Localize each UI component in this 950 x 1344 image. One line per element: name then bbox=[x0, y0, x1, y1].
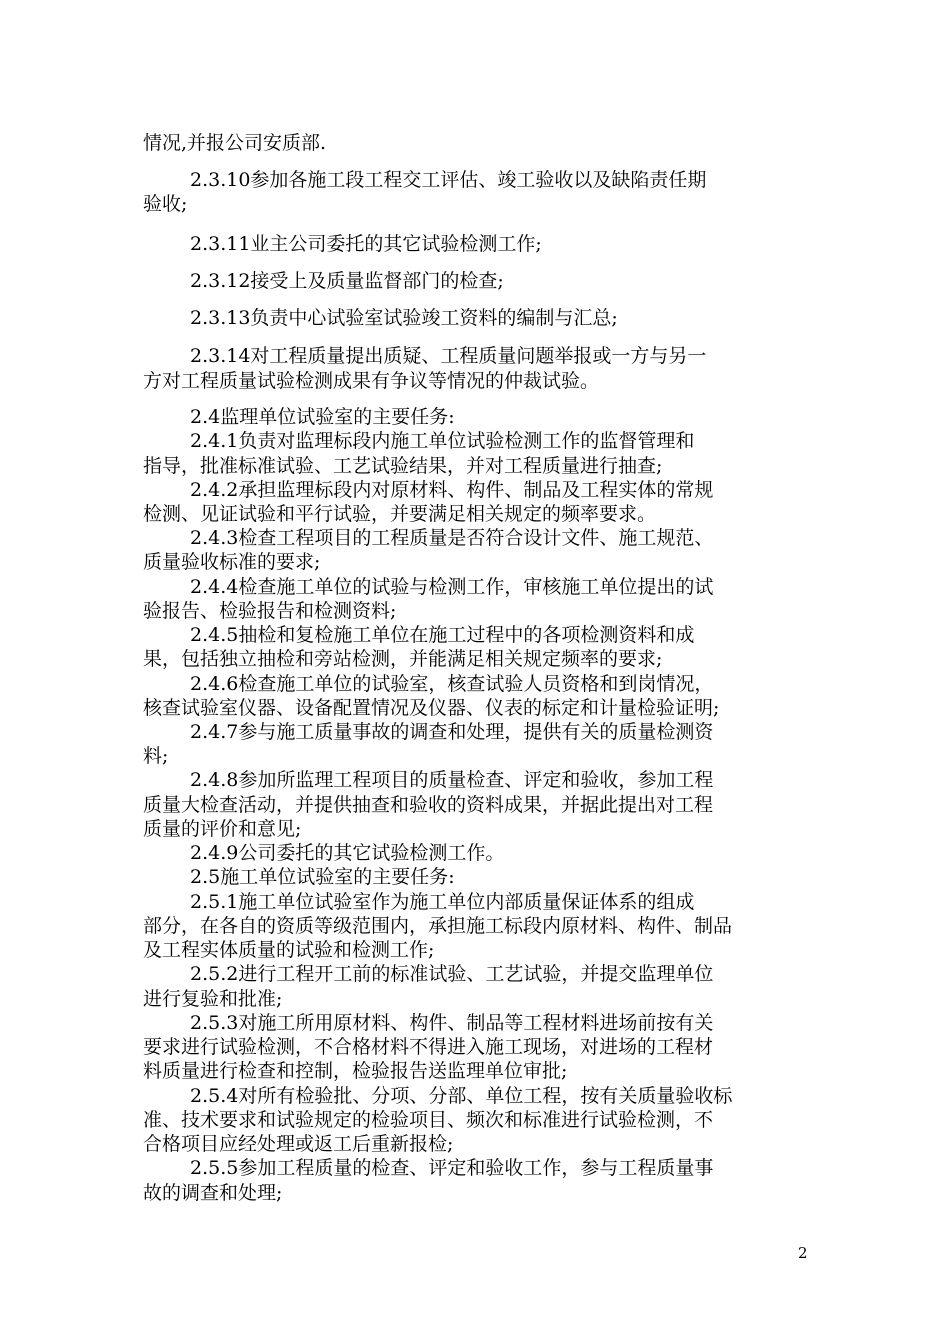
text-line: 2.5.1施工单位试验室作为施工单位内部质量保证体系的组成 bbox=[190, 891, 695, 913]
text-line: 质量的评价和意见; bbox=[143, 818, 302, 840]
text-line: 2.3.11业主公司委托的其它试验检测工作; bbox=[190, 233, 542, 255]
text-line: 2.4.5抽检和复检施工单位在施工过程中的各项检测资料和成 bbox=[190, 624, 695, 646]
text-line: 进行复验和批准; bbox=[143, 988, 283, 1010]
text-line: 2.4.3检查工程项目的工程质量是否符合设计文件、施工规范、 bbox=[190, 527, 714, 549]
text-line: 2.5.3对施工所用原材料、构件、制品等工程材料进场前按有关 bbox=[190, 1012, 714, 1034]
text-line: 2.4.1负责对监理标段内施工单位试验检测工作的监督管理和 bbox=[190, 430, 695, 452]
text-line: 质量大检查活动，并提供抽查和验收的资料成果，并据此提出对工程 bbox=[143, 794, 714, 816]
text-line: 2.4.2承担监理标段内对原材料、构件、制品及工程实体的常规 bbox=[190, 479, 714, 501]
text-line: 2.4.9公司委托的其它试验检测工作。 bbox=[190, 842, 505, 864]
text-line: 2.4.8参加所监理工程项目的质量检查、评定和验收，参加工程 bbox=[190, 769, 714, 791]
text-line: 部分，在各自的资质等级范围内，承担施工标段内原材料、构件、制品 bbox=[143, 915, 733, 937]
text-line: 指导，批准标准试验、工艺试验结果，并对工程质量进行抽查; bbox=[143, 455, 663, 477]
text-line: 2.3.13负责中心试验室试验竣工资料的编制与汇总; bbox=[190, 307, 618, 329]
text-line: 2.3.14对工程质量提出质疑、工程质量问题举报或一方与另一 bbox=[190, 345, 707, 367]
text-line: 故的调查和处理; bbox=[143, 1182, 283, 1204]
text-line: 及工程实体质量的试验和检测工作; bbox=[143, 939, 435, 961]
text-line: 准、技术要求和试验规定的检验项目、频次和标准进行试验检测，不 bbox=[143, 1109, 714, 1131]
text-line: 要求进行试验检测，不合格材料不得进入施工现场，对进场的工程材 bbox=[143, 1036, 714, 1058]
section-heading: 2.4监理单位试验室的主要任务: bbox=[190, 406, 455, 428]
text-line: 方对工程质量试验检测成果有争议等情况的仲裁试验。 bbox=[143, 370, 600, 392]
text-line: 料质量进行检查和控制，检验报告送监理单位审批; bbox=[143, 1060, 568, 1082]
text-line: 验收; bbox=[143, 193, 188, 215]
text-line: 验报告、检验报告和检测资料; bbox=[143, 600, 397, 622]
text-line: 合格项目应经处理或返工后重新报检; bbox=[143, 1133, 454, 1155]
text-line: 质量验收标准的要求; bbox=[143, 551, 321, 573]
text-line: 2.3.10参加各施工段工程交工评估、竣工验收以及缺陷责任期 bbox=[190, 169, 707, 191]
text-line: 2.5.5参加工程质量的检查、评定和验收工作，参与工程质量事 bbox=[190, 1157, 714, 1179]
text-line: 检测、见证试验和平行试验，并要满足相关规定的频率要求。 bbox=[143, 503, 657, 525]
text-line: 2.4.6检查施工单位的试验室，核查试验人员资格和到岗情况， bbox=[190, 673, 714, 695]
text-line: 核查试验室仪器、设备配置情况及仪器、仪表的标定和计量检验证明; bbox=[143, 697, 720, 719]
text-line: 果，包括独立抽检和旁站检测，并能满足相关规定频率的要求; bbox=[143, 648, 663, 670]
text-line: 2.4.7参与施工质量事故的调查和处理，提供有关的质量检测资 bbox=[190, 721, 714, 743]
text-line: 料; bbox=[143, 745, 169, 767]
page-number: 2 bbox=[798, 1244, 808, 1262]
text-line: 2.5.4对所有检验批、分项、分部、单位工程，按有关质量验收标 bbox=[190, 1085, 733, 1107]
text-line: 2.4.4检查施工单位的试验与检测工作，审核施工单位提出的试 bbox=[190, 576, 714, 598]
section-heading: 2.5施工单位试验室的主要任务: bbox=[190, 866, 455, 888]
text-line: 2.3.12接受上及质量监督部门的检查; bbox=[190, 270, 504, 292]
text-line: 情况,并报公司安质部. bbox=[143, 132, 327, 154]
text-line: 2.5.2进行工程开工前的标准试验、工艺试验，并提交监理单位 bbox=[190, 963, 714, 985]
